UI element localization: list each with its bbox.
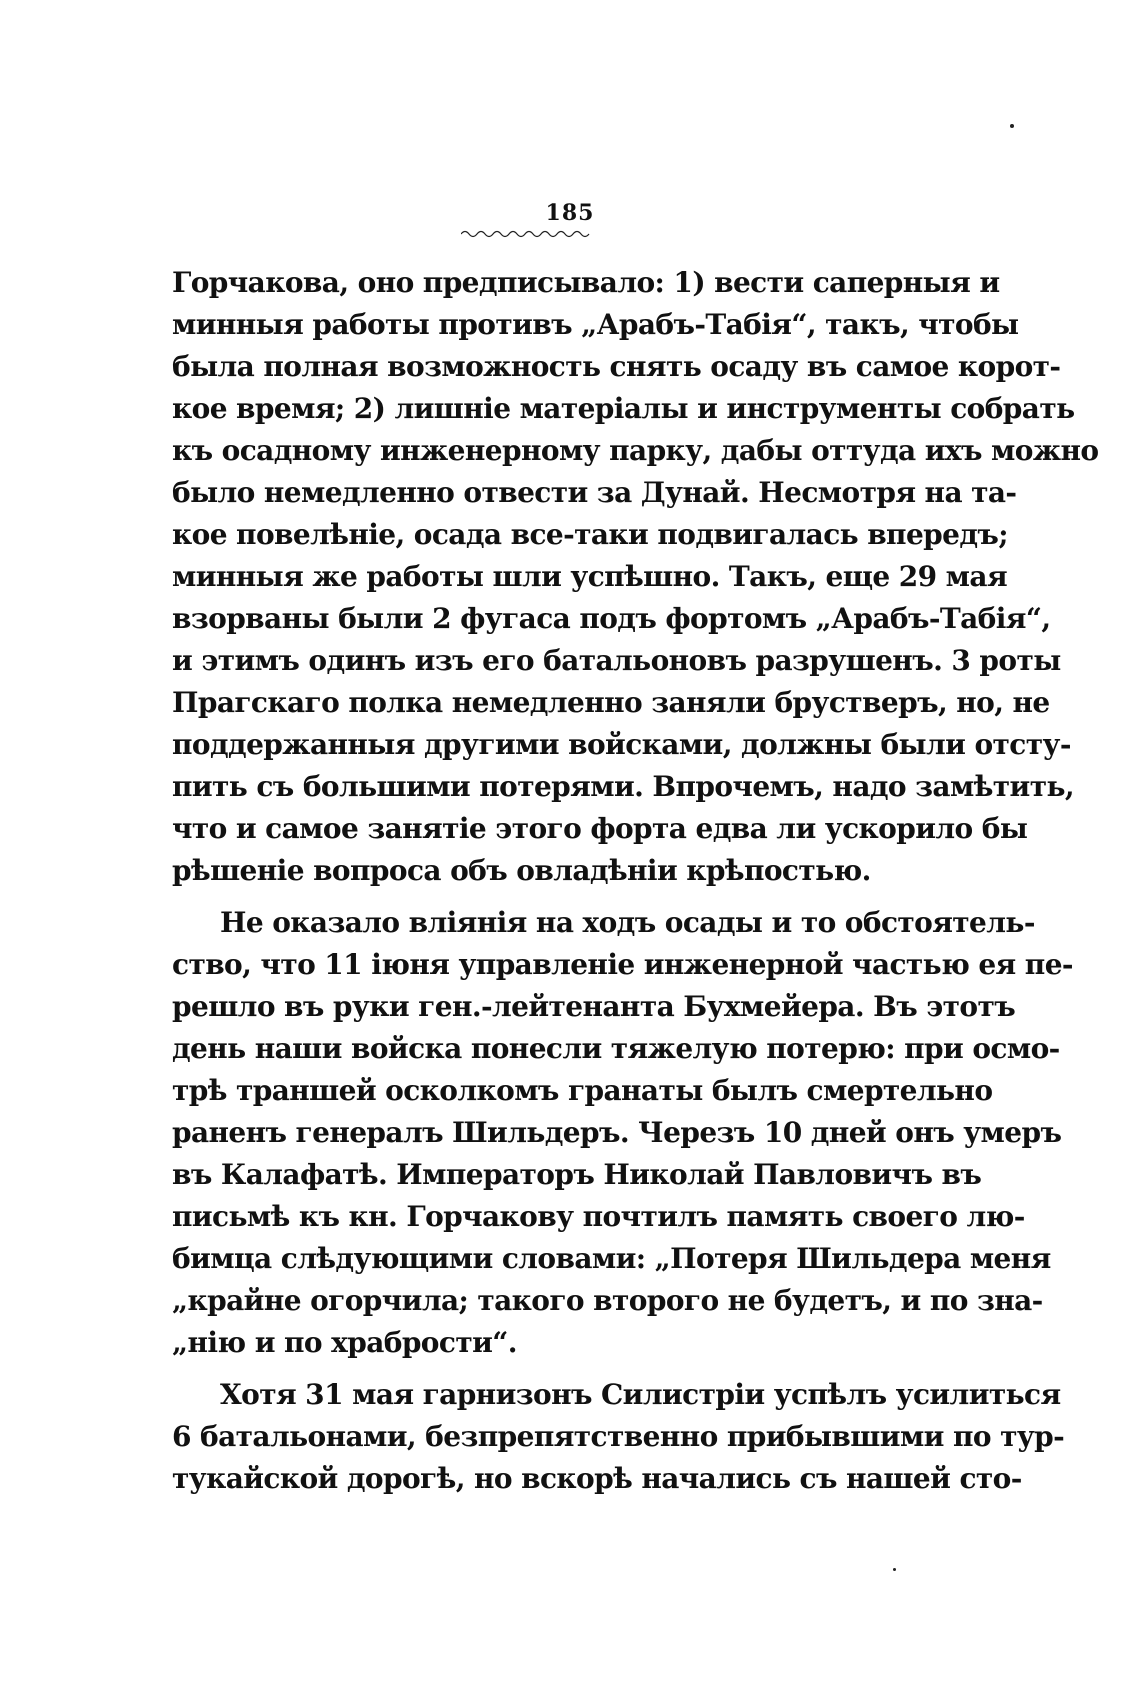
text-line: кое время; 2) лишніе матеріалы и инструменты собрать [172,392,1075,425]
text-line: и этимъ одинъ изъ его батальоновъ разрушенъ. 3 роты [172,644,1061,677]
text-line: бимца слѣдующими словами: „Потеря Шильдера меня [172,1242,1051,1275]
paragraph-2 [172,902,1073,1364]
text-line: въ Калафатѣ. Императоръ Николай Павловичъ въ [172,1158,982,1191]
text-line: ство, что 11 іюня управленіе инженерной частью ея пе- [172,948,1073,981]
text-line: „крайне огорчила; такого второго не будетъ, и по зна- [172,1284,1043,1317]
text-line: день наши войска понесли тяжелую потерю: при осмо- [172,1032,1060,1065]
text-line: пить съ большими потерями. Впрочемъ, надо замѣтить, [172,770,1075,803]
body-text [172,262,1099,1500]
text-line: было немедленно отвести за Дунай. Несмотря на та- [172,476,1017,509]
text-line: взорваны были 2 фугаса подъ фортомъ „Арабъ-Табія“, [172,602,1051,635]
text-line: рѣшеніе вопроса объ овладѣніи крѣпостью. [172,854,871,887]
text-line: была полная возможность снять осаду въ самое корот- [172,350,1061,383]
paragraph-3 [172,1374,1065,1500]
text-line: Не оказало вліянія на ходъ осады и то обстоятель- [220,906,1035,939]
text-line: письмѣ къ кн. Горчакову почтилъ память своего лю- [172,1200,1025,1233]
text-line: Хотя 31 мая гарнизонъ Силистріи успѣлъ усилиться [220,1378,1061,1411]
text-line: поддержанныя другими войсками, должны были отсту- [172,728,1071,761]
scan-speck [1010,124,1014,128]
text-line: что и самое занятіе этого форта едва ли ускорило бы [172,812,1028,845]
paragraph-1 [172,262,1099,892]
wavy-ornament [461,228,591,238]
text-line: 6 батальонами, безпрепятственно прибывшими по тур- [172,1420,1065,1453]
text-line: минныя работы противъ „Арабъ-Табія“, такъ, чтобы [172,308,1019,341]
text-line: кое повелѣніе, осада все-таки подвигалась впередъ; [172,518,1009,551]
text-line: тукайской дорогѣ, но вскорѣ начались съ нашей сто- [172,1462,1022,1495]
text-line: раненъ генералъ Шильдеръ. Черезъ 10 дней онъ умеръ [172,1116,1062,1149]
page-number: 185 [545,200,595,226]
text-line: Горчакова, оно предписывало: 1) вести саперныя и [172,266,1000,299]
text-line: къ осадному инженерному парку, дабы оттуда ихъ можно [172,434,1099,467]
text-line: решло въ руки ген.-лейтенанта Бухмейера. Въ этотъ [172,990,1016,1023]
text-line: Прагскаго полка немедленно заняли брустверъ, но, не [172,686,1050,719]
text-line: минныя же работы шли успѣшно. Такъ, еще 29 мая [172,560,1008,593]
text-line: трѣ траншей осколкомъ гранаты былъ смертельно [172,1074,993,1107]
scan-speck [893,1568,896,1571]
text-line: „нію и по храбрости“. [172,1326,517,1359]
